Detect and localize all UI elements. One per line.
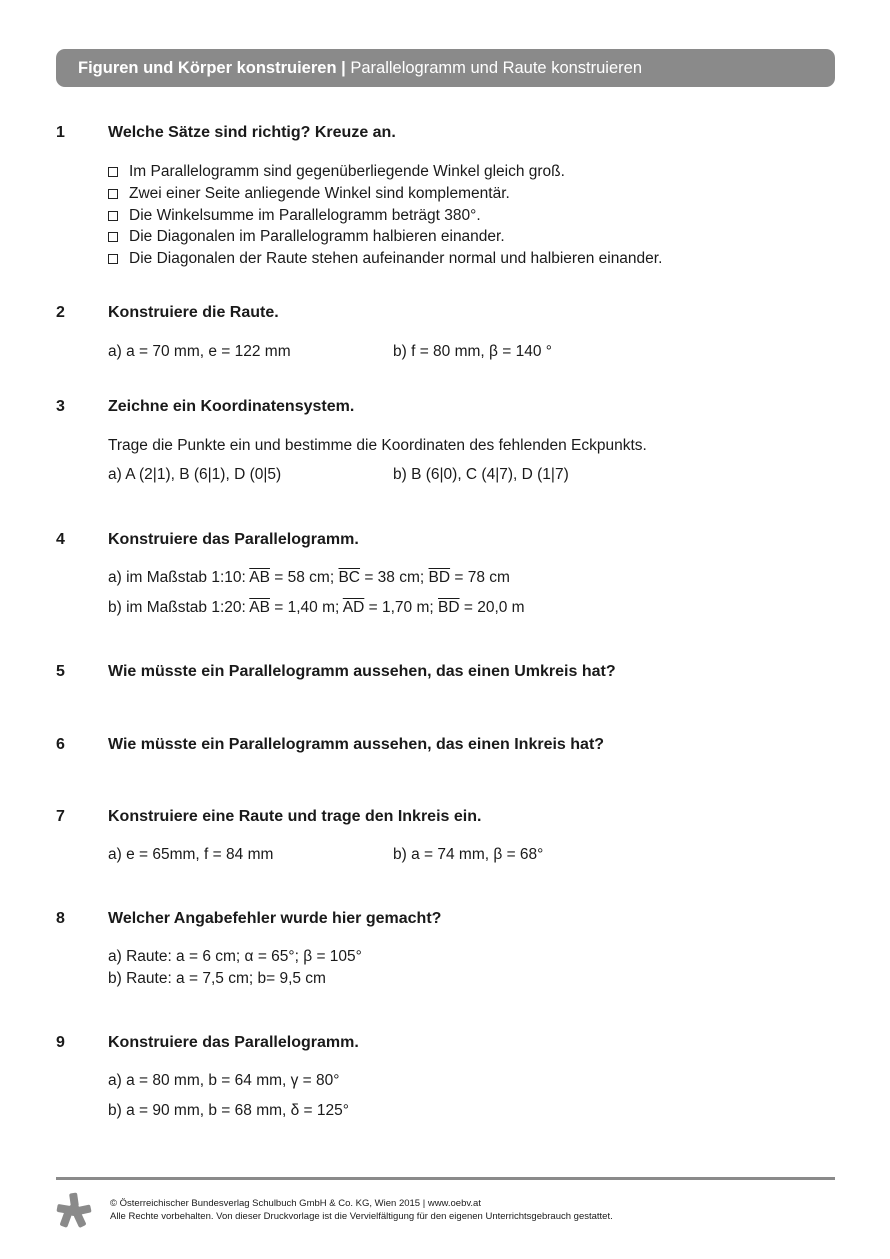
subtask-a: a) e = 65mm, f = 84 mm	[108, 846, 274, 863]
task-number: 7	[56, 808, 65, 825]
footer-rights: Alle Rechte vorbehalten. Von dieser Druckvorlage ist die Vervielfältigung für den eigenen Unterrichtsgebrauch gestattet.	[110, 1211, 613, 1222]
subtask-prefix: a) im Maßstab 1:10:	[108, 569, 250, 586]
statement-item	[108, 163, 565, 181]
footer-copyright: © Österreichischer Bundesverlag Schulbuch GmbH & Co. KG, Wien 2015 | www.oebv.at	[110, 1198, 481, 1209]
segment-label: $\overline{AB}$	[249, 599, 270, 616]
statement-item	[108, 207, 481, 225]
task-number: 5	[56, 663, 65, 680]
segment-value: = 1,70 m;	[364, 599, 438, 616]
segment-value: = 78 cm	[450, 569, 510, 586]
segment-label: $\overline{AD}$	[342, 599, 365, 616]
segment-label: $\overline{BC}$	[338, 569, 361, 586]
header-bar	[56, 49, 835, 87]
task-title: Welcher Angabefehler wurde hier gemacht?	[108, 910, 442, 927]
statement-text: Die Diagonalen im Parallelogramm halbieren einander.	[129, 228, 505, 245]
task-number: 9	[56, 1034, 65, 1051]
task-title: Wie müsste ein Parallelogramm aussehen, das einen Umkreis hat?	[108, 663, 616, 680]
statement-text: Im Parallelogramm sind gegenüberliegende Winkel gleich groß.	[129, 163, 565, 180]
segment-value: = 38 cm;	[360, 569, 429, 586]
task-title: Konstruiere das Parallelogramm.	[108, 1034, 359, 1051]
checkbox[interactable]	[108, 232, 118, 242]
statement-item	[108, 250, 662, 268]
task-title: Konstruiere das Parallelogramm.	[108, 531, 359, 548]
statement-text: Die Diagonalen der Raute stehen aufeinander normal und halbieren einander.	[129, 250, 663, 267]
subtask-a: a) A (2|1), B (6|1), D (0|5)	[108, 466, 282, 483]
subtask-b: b) Raute: a = 7,5 cm; b= 9,5 cm	[108, 970, 326, 987]
subtask-b: b) f = 80 mm, β = 140 °	[393, 343, 552, 360]
checkbox[interactable]	[108, 211, 118, 221]
statement-item	[108, 228, 505, 246]
statement-text: Die Winkelsumme im Parallelogramm beträgt 380°.	[129, 207, 481, 224]
statement-text: Zwei einer Seite anliegende Winkel sind komplementär.	[129, 185, 510, 202]
task-number: 4	[56, 531, 65, 548]
checkbox[interactable]	[108, 167, 118, 177]
statement-item	[108, 185, 510, 203]
subtask-b: b) a = 90 mm, b = 68 mm, δ = 125°	[108, 1102, 349, 1119]
checkbox[interactable]	[108, 189, 118, 199]
subtask-a: a) a = 80 mm, b = 64 mm, γ = 80°	[108, 1072, 340, 1089]
subtask-b: b) a = 74 mm, β = 68°	[393, 846, 544, 863]
subtask-a: a) Raute: a = 6 cm; α = 65°; β = 105°	[108, 948, 362, 965]
publisher-logo-icon	[56, 1192, 92, 1228]
task-title: Konstruiere eine Raute und trage den Inkreis ein.	[108, 808, 482, 825]
task-instruction: Trage die Punkte ein und bestimme die Koordinaten des fehlenden Eckpunkts.	[108, 437, 647, 454]
subtask-prefix: b) im Maßstab 1:20:	[108, 599, 250, 616]
segment-label: $\overline{AB}$	[249, 569, 270, 586]
task-number: 2	[56, 304, 65, 321]
segment-value: = 20,0 m	[459, 599, 525, 616]
task-number: 8	[56, 910, 65, 927]
task-number: 3	[56, 398, 65, 415]
segment-value: = 58 cm;	[269, 569, 339, 586]
header-separator: |	[341, 59, 346, 77]
task-number: 6	[56, 736, 65, 753]
header-subtitle: Parallelogramm und Raute konstruieren	[350, 59, 642, 77]
header-title: Figuren und Körper konstruieren	[78, 59, 337, 77]
checkbox[interactable]	[108, 254, 118, 264]
segment-label: $\overline{BD}$	[428, 569, 451, 586]
footer-divider	[56, 1177, 835, 1180]
task-title: Wie müsste ein Parallelogramm aussehen, das einen Inkreis hat?	[108, 736, 605, 753]
subtask-a: a) a = 70 mm, e = 122 mm	[108, 343, 291, 360]
segment-value: = 1,40 m;	[269, 599, 343, 616]
segment-label: $\overline{BD}$	[438, 599, 460, 616]
subtask-b	[108, 599, 525, 617]
task-title: Konstruiere die Raute.	[108, 304, 279, 321]
task-title: Welche Sätze sind richtig? Kreuze an.	[108, 124, 396, 141]
task-title: Zeichne ein Koordinatensystem.	[108, 398, 355, 415]
task-number: 1	[56, 124, 65, 141]
subtask-b: b) B (6|0), C (4|7), D (1|7)	[393, 466, 569, 483]
subtask-a	[108, 569, 510, 587]
footer-text	[110, 1197, 613, 1223]
